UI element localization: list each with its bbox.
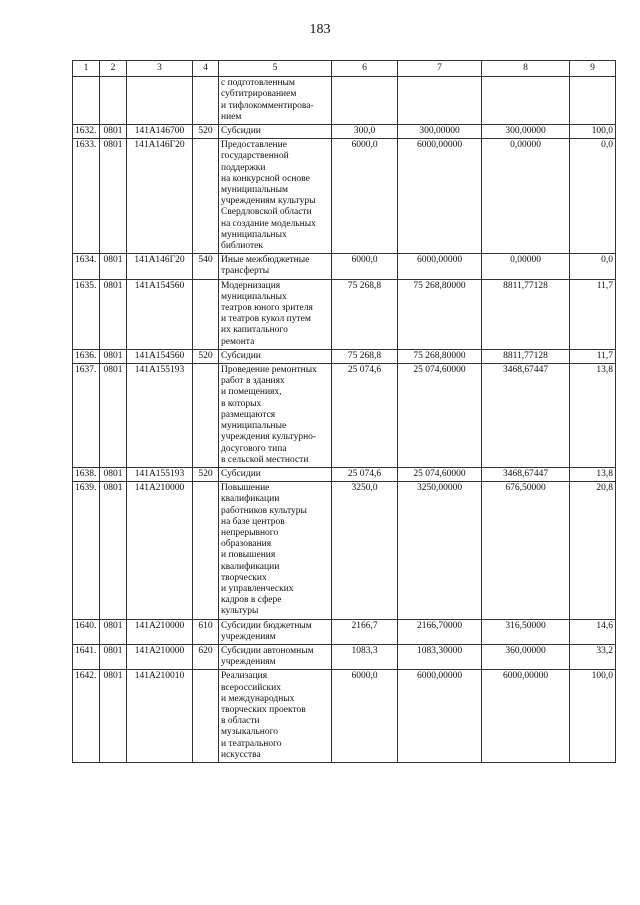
expense-type: 520 (193, 349, 219, 363)
table-row (73, 670, 616, 763)
expense-type: 520 (193, 125, 219, 139)
executed-amount: 8811,77128 (482, 349, 570, 363)
expense-type (193, 670, 219, 763)
executed-amount: 3468,67447 (482, 467, 570, 481)
execution-percent: 14,6 (570, 619, 616, 644)
target-code: 141А155193 (127, 364, 193, 468)
column-header: 3 (127, 61, 193, 77)
row-number: 1632. (73, 125, 100, 139)
approved-amount: 6000,00000 (398, 254, 482, 279)
budget-table (72, 60, 616, 763)
approved-amount: 25 074,60000 (398, 467, 482, 481)
table-row (73, 644, 616, 669)
execution-percent: 0,0 (570, 139, 616, 254)
column-header: 5 (219, 61, 332, 77)
approved-amount (398, 77, 482, 125)
row-number: 1636. (73, 349, 100, 363)
table-row (73, 482, 616, 619)
table-row (73, 467, 616, 481)
table-row (73, 125, 616, 139)
item-description: Повышение квалификации работников культуры на базе центров непрерывного образования и повышения квалификации творческих и управленческих кадров в сфере культуры (219, 482, 332, 619)
planned-amount: 75 268,8 (332, 279, 398, 349)
approved-amount: 300,00000 (398, 125, 482, 139)
expense-type (193, 279, 219, 349)
executed-amount: 300,00000 (482, 125, 570, 139)
expense-type (193, 139, 219, 254)
approved-amount: 6000,00000 (398, 139, 482, 254)
table-row (73, 349, 616, 363)
item-description: Субсидии (219, 349, 332, 363)
executed-amount: 316,50000 (482, 619, 570, 644)
item-description: Предоставление государственной поддержки на конкурсной основе муниципальным учреждениям культуры Свердловской области на создание модельных муниципальных библиотек (219, 139, 332, 254)
execution-percent: 11,7 (570, 349, 616, 363)
section-code: 0801 (100, 364, 127, 468)
expense-type: 540 (193, 254, 219, 279)
target-code: 141А210000 (127, 644, 193, 669)
section-code: 0801 (100, 139, 127, 254)
expense-type: 620 (193, 644, 219, 669)
column-header: 1 (73, 61, 100, 77)
executed-amount (482, 77, 570, 125)
table-row (73, 254, 616, 279)
item-description: Модернизация муниципальных театров юного зрителя и театров кукол путем их капитального ремонта (219, 279, 332, 349)
execution-percent: 13,8 (570, 467, 616, 481)
column-header: 8 (482, 61, 570, 77)
approved-amount: 75 268,80000 (398, 349, 482, 363)
item-description: Субсидии (219, 125, 332, 139)
item-description: Субсидии автономным учреждениям (219, 644, 332, 669)
section-code (100, 77, 127, 125)
execution-percent (570, 77, 616, 125)
approved-amount: 1083,30000 (398, 644, 482, 669)
section-code: 0801 (100, 644, 127, 669)
row-number: 1639. (73, 482, 100, 619)
target-code: 141А210000 (127, 619, 193, 644)
planned-amount: 25 074,6 (332, 364, 398, 468)
executed-amount: 0,00000 (482, 254, 570, 279)
executed-amount: 676,50000 (482, 482, 570, 619)
column-header: 7 (398, 61, 482, 77)
row-number: 1642. (73, 670, 100, 763)
row-number: 1635. (73, 279, 100, 349)
executed-amount: 8811,77128 (482, 279, 570, 349)
target-code: 141А146Г20 (127, 254, 193, 279)
column-header: 4 (193, 61, 219, 77)
row-number: 1634. (73, 254, 100, 279)
expense-type (193, 364, 219, 468)
planned-amount: 3250,0 (332, 482, 398, 619)
execution-percent: 13,8 (570, 364, 616, 468)
target-code: 141А210000 (127, 482, 193, 619)
item-description: Реализация всероссийских и международных творческих проектов в области музыкального и театрального искусства (219, 670, 332, 763)
execution-percent: 0,0 (570, 254, 616, 279)
row-number: 1641. (73, 644, 100, 669)
column-header: 9 (570, 61, 616, 77)
planned-amount: 25 074,6 (332, 467, 398, 481)
item-description: Субсидии бюджетным учреждениям (219, 619, 332, 644)
target-code: 141А210010 (127, 670, 193, 763)
planned-amount: 6000,0 (332, 139, 398, 254)
section-code: 0801 (100, 279, 127, 349)
table-row (73, 139, 616, 254)
target-code: 141А155193 (127, 467, 193, 481)
approved-amount: 75 268,80000 (398, 279, 482, 349)
executed-amount: 360,00000 (482, 644, 570, 669)
row-number: 1637. (73, 364, 100, 468)
planned-amount: 75 268,8 (332, 349, 398, 363)
item-description: Субсидии (219, 467, 332, 481)
row-number: 1640. (73, 619, 100, 644)
approved-amount: 25 074,60000 (398, 364, 482, 468)
section-code: 0801 (100, 670, 127, 763)
item-description: Иные межбюджетные трансферты (219, 254, 332, 279)
planned-amount (332, 77, 398, 125)
column-header: 2 (100, 61, 127, 77)
target-code (127, 77, 193, 125)
row-number: 1638. (73, 467, 100, 481)
target-code: 141А154560 (127, 349, 193, 363)
row-number: 1633. (73, 139, 100, 254)
execution-percent: 100,0 (570, 125, 616, 139)
planned-amount: 300,0 (332, 125, 398, 139)
expense-type (193, 482, 219, 619)
section-code: 0801 (100, 619, 127, 644)
approved-amount: 2166,70000 (398, 619, 482, 644)
execution-percent: 100,0 (570, 670, 616, 763)
expense-type (193, 77, 219, 125)
row-number (73, 77, 100, 125)
approved-amount: 6000,00000 (398, 670, 482, 763)
planned-amount: 6000,0 (332, 670, 398, 763)
executed-amount: 0,00000 (482, 139, 570, 254)
execution-percent: 33,2 (570, 644, 616, 669)
planned-amount: 2166,7 (332, 619, 398, 644)
section-code: 0801 (100, 467, 127, 481)
item-description: Проведение ремонтных работ в зданиях и помещениях, в которых размещаются муниципальные учреждения культурно- досугового типа в сельской местности (219, 364, 332, 468)
item-description: с подготовленным субтитрированием и тифлокомментирова- нием (219, 77, 332, 125)
approved-amount: 3250,00000 (398, 482, 482, 619)
planned-amount: 1083,3 (332, 644, 398, 669)
section-code: 0801 (100, 254, 127, 279)
page-number: 183 (309, 22, 331, 37)
section-code: 0801 (100, 125, 127, 139)
target-code: 141А146700 (127, 125, 193, 139)
executed-amount: 6000,00000 (482, 670, 570, 763)
execution-percent: 20,8 (570, 482, 616, 619)
table-row (73, 619, 616, 644)
target-code: 141А146Г20 (127, 139, 193, 254)
target-code: 141А154560 (127, 279, 193, 349)
table-row (73, 364, 616, 468)
column-header: 6 (332, 61, 398, 77)
planned-amount: 6000,0 (332, 254, 398, 279)
execution-percent: 11,7 (570, 279, 616, 349)
section-code: 0801 (100, 482, 127, 619)
table-row (73, 279, 616, 349)
section-code: 0801 (100, 349, 127, 363)
expense-type: 520 (193, 467, 219, 481)
executed-amount: 3468,67447 (482, 364, 570, 468)
expense-type: 610 (193, 619, 219, 644)
table-row (73, 77, 616, 125)
table-header-row (73, 61, 616, 77)
